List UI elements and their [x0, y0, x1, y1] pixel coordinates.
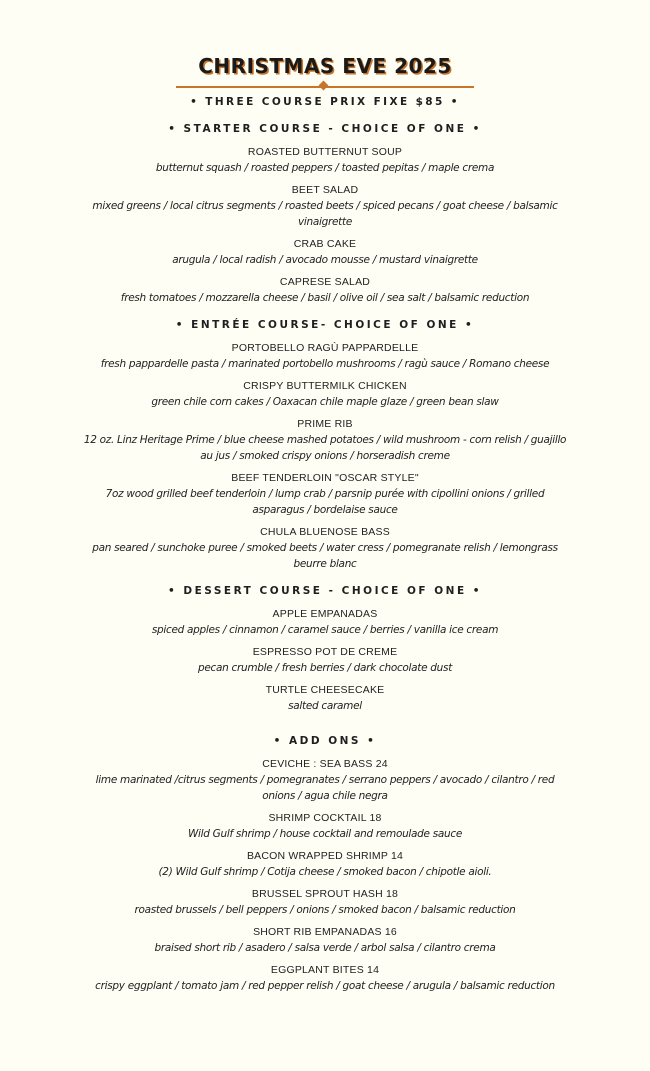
title-divider [176, 82, 474, 92]
item-name: BEEF TENDERLOIN "OSCAR STYLE" [231, 472, 419, 484]
menu-item [0, 471, 650, 518]
menu-item [0, 887, 650, 918]
menu-item [0, 183, 650, 230]
starter-section [0, 122, 650, 306]
item-name: SHRIMP COCKTAIL 18 [268, 812, 382, 824]
menu-item [0, 237, 650, 268]
menu-item [0, 417, 650, 464]
section-heading: • ENTRÉE COURSE- CHOICE OF ONE • [175, 319, 475, 331]
entree-section [0, 318, 650, 572]
addons-section [0, 734, 650, 994]
menu-item [0, 683, 650, 714]
item-name: CHULA BLUENOSE BASS [260, 526, 390, 538]
item-description: roasted brussels / bell peppers / onions / smoked bacon / balsamic reduction [134, 904, 516, 916]
item-name: PRIME RIB [297, 418, 353, 430]
menu-item [0, 645, 650, 676]
item-name: BACON WRAPPED SHRIMP 14 [246, 850, 404, 862]
section-heading: • DESSERT COURSE - CHOICE OF ONE • [167, 585, 483, 597]
item-name: BEET SALAD [291, 184, 359, 196]
item-name: CRAB CAKE [293, 238, 357, 250]
dessert-section [0, 584, 650, 714]
item-description: spiced apples / cinnamon / caramel sauce / berries / vanilla ice cream [151, 624, 499, 636]
item-description: lime marinated /citrus segments / pomegranates / serrano peppers / avocado / cilantro / red onions / agua chile negra [95, 774, 555, 802]
item-description: salted caramel [288, 700, 362, 712]
item-name: CEVICHE : SEA BASS 24 [262, 758, 388, 770]
menu-item [0, 607, 650, 638]
item-description: crispy eggplant / tomato jam / red pepper relish / goat cheese / arugula / balsamic reduction [95, 980, 555, 992]
menu-item [0, 379, 650, 410]
item-description: fresh tomatoes / mozzarella cheese / basil / olive oil / sea salt / balsamic reduction [120, 292, 530, 304]
menu-item [0, 925, 650, 956]
menu-item [0, 145, 650, 176]
item-description: braised short rib / asadero / salsa verde / arbol salsa / cilantro crema [154, 942, 496, 954]
item-description: mixed greens / local citrus segments / roasted beets / spiced pecans / goat cheese / balsamic vinaigrette [92, 200, 558, 228]
item-name: APPLE EMPANADAS [272, 608, 378, 620]
item-description: fresh pappardelle pasta / marinated portobello mushrooms / ragù sauce / Romano cheese [100, 358, 550, 370]
item-name: SHORT RIB EMPANADAS 16 [253, 926, 397, 938]
menu-item [0, 275, 650, 306]
item-description: arugula / local radish / avocado mousse / mustard vinaigrette [172, 254, 478, 266]
item-name: BRUSSEL SPROUT HASH 18 [251, 888, 399, 900]
item-description: 7oz wood grilled beef tenderloin / lump crab / parsnip purée with cipollini onions / grilled asparagus / bordelaise sauce [105, 488, 545, 516]
menu-item [0, 341, 650, 372]
menu-item [0, 811, 650, 842]
item-name: EGGPLANT BITES 14 [270, 964, 380, 976]
item-name: ROASTED BUTTERNUT SOUP [247, 146, 403, 158]
item-name: ESPRESSO POT DE CREME [252, 646, 398, 658]
item-name: CRISPY BUTTERMILK CHICKEN [243, 380, 407, 392]
menu-item [0, 849, 650, 880]
item-name: PORTOBELLO RAGÙ PAPPARDELLE [231, 342, 419, 354]
item-description: Wild Gulf shrimp / house cocktail and remoulade sauce [187, 828, 463, 840]
item-description: (2) Wild Gulf shrimp / Cotija cheese / smoked bacon / chipotle aioli. [158, 866, 492, 878]
menu-item [0, 757, 650, 804]
prix-fixe-subtitle: • THREE COURSE PRIX FIXE $85 • [190, 96, 460, 108]
menu-title: CHRISTMAS EVE 2025 [198, 54, 452, 78]
section-heading: • ADD ONS • [273, 735, 377, 747]
item-description: butternut squash / roasted peppers / toasted pepitas / maple crema [155, 162, 495, 174]
item-description: 12 oz. Linz Heritage Prime / blue cheese mashed potatoes / wild mushroom - corn relish / guajillo au jus / smoked crispy onions / horseradish creme [83, 434, 567, 462]
diamond-ornament-icon [319, 81, 329, 91]
menu-item [0, 963, 650, 994]
item-description: green chile corn cakes / Oaxacan chile maple glaze / green bean slaw [151, 396, 499, 408]
item-description: pecan crumble / fresh berries / dark chocolate dust [197, 662, 453, 674]
item-name: CAPRESE SALAD [279, 276, 371, 288]
item-name: TURTLE CHEESECAKE [265, 684, 385, 696]
section-heading: • STARTER COURSE - CHOICE OF ONE • [168, 123, 482, 135]
menu-item [0, 525, 650, 572]
item-description: pan seared / sunchoke puree / smoked beets / water cress / pomegranate relish / lemongrass beurre blanc [92, 542, 558, 570]
